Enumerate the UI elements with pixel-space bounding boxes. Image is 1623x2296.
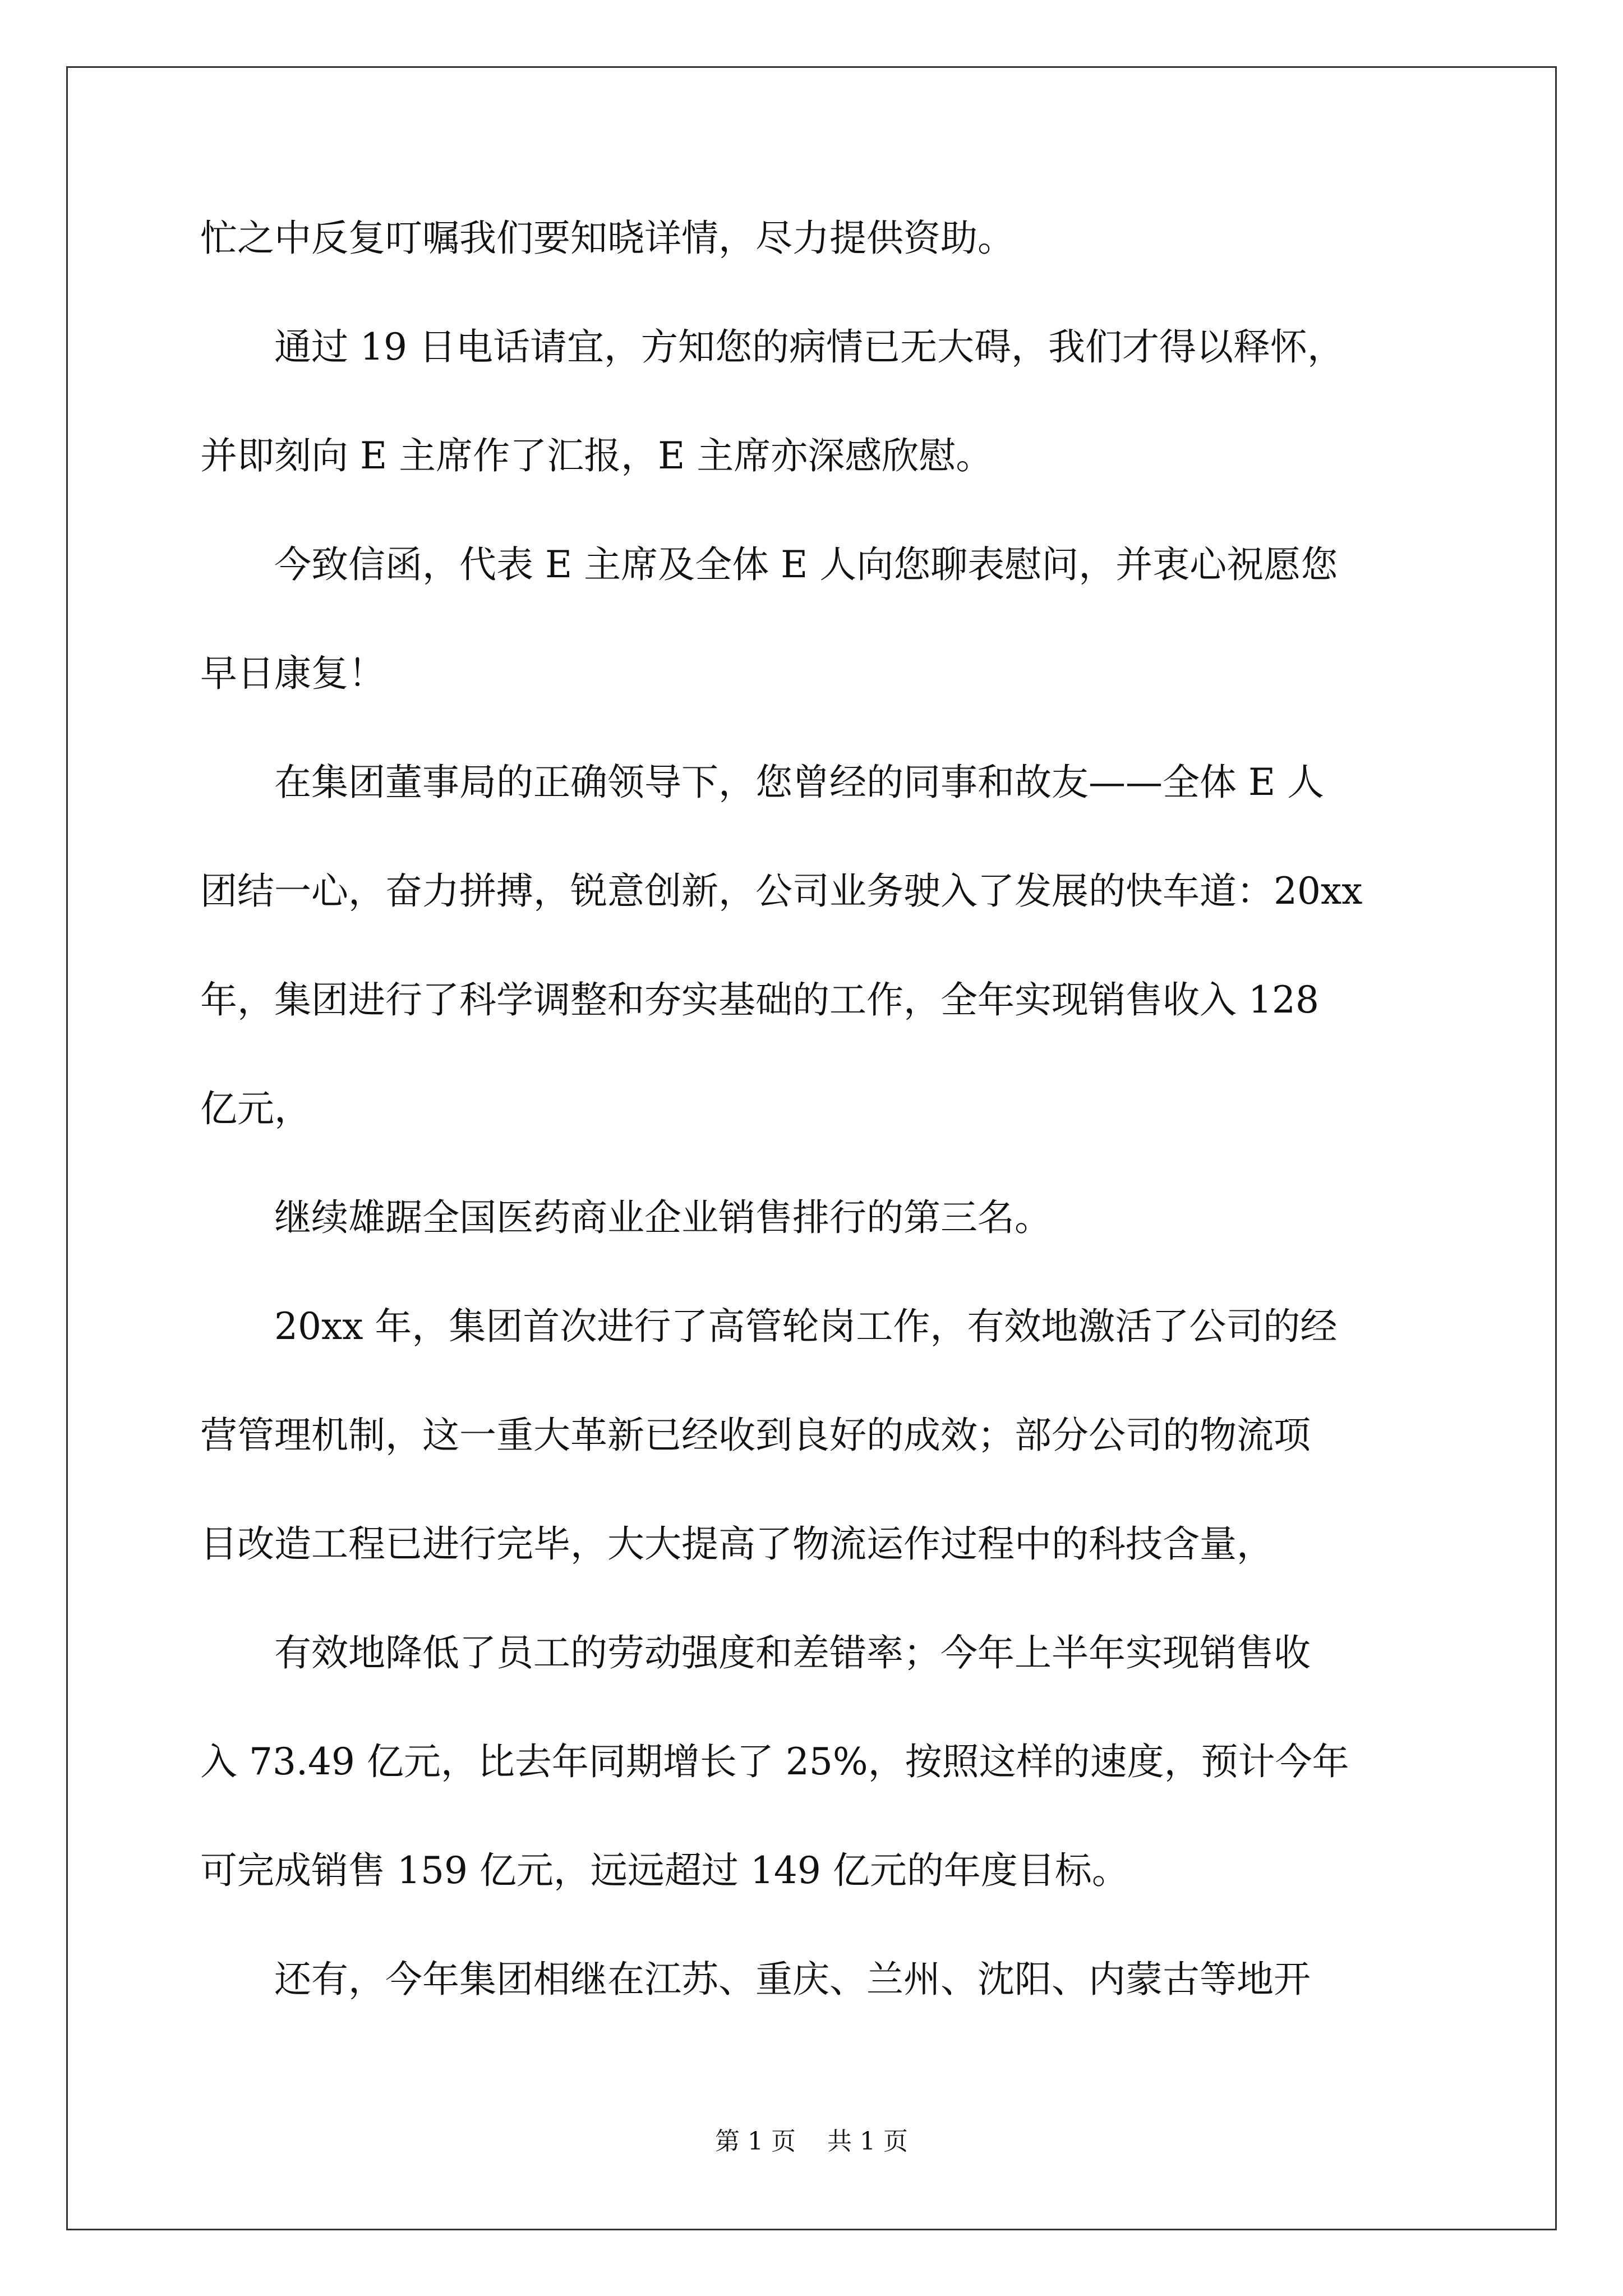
text-line-14: 有效地降低了员工的劳动强度和差错率；今年上半年实现销售收 xyxy=(200,1631,1311,1674)
text-line-4: 今致信函，代表 E 主席及全体 E 人向您聊表慰问，并衷心祝愿您 xyxy=(200,543,1338,586)
text-line-5: 早日康复！ xyxy=(200,652,385,695)
text-line-16: 可完成销售 159 亿元，远远超过 149 亿元的年度目标。 xyxy=(200,1849,1129,1892)
text-line-3: 并即刻向 E 主席作了汇报，E 主席亦深感欣慰。 xyxy=(200,434,993,477)
page-number: 第 1 页 xyxy=(715,2127,796,2156)
text-line-15: 入 73.49 亿元，比去年同期增长了 25%，按照这样的速度，预计今年 xyxy=(200,1740,1349,1783)
page-total: 共 1 页 xyxy=(827,2127,908,2156)
text-line-11: 20xx 年，集团首次进行了高管轮岗工作，有效地激活了公司的经 xyxy=(200,1305,1338,1348)
text-line-17: 还有，今年集团相继在江苏、重庆、兰州、沈阳、内蒙古等地开 xyxy=(200,1958,1311,2001)
text-line-10: 继续雄踞全国医药商业企业销售排行的第三名。 xyxy=(200,1196,1052,1239)
text-line-13: 目改造工程已进行完毕，大大提高了物流运作过程中的科技含量， xyxy=(200,1522,1274,1566)
text-line-1: 忙之中反复叮嘱我们要知晓详情，尽力提供资助。 xyxy=(200,217,1015,260)
page-border xyxy=(66,66,1557,2230)
text-line-2: 通过 19 日电话请宜，方知您的病情已无大碍，我们才得以释怀， xyxy=(200,325,1344,369)
page-footer xyxy=(0,2125,1623,2159)
text-line-8: 年，集团进行了科学调整和夯实基础的工作，全年实现销售收入 128 xyxy=(200,978,1319,1022)
text-line-6: 在集团董事局的正确领导下，您曾经的同事和故友——全体 E 人 xyxy=(200,761,1325,804)
text-line-12: 营管理机制，这一重大革新已经收到良好的成效；部分公司的物流项 xyxy=(200,1414,1311,1457)
text-line-7: 团结一心，奋力拼搏，锐意创新，公司业务驶入了发展的快车道：20xx xyxy=(200,869,1363,913)
text-line-9: 亿元， xyxy=(200,1087,311,1130)
